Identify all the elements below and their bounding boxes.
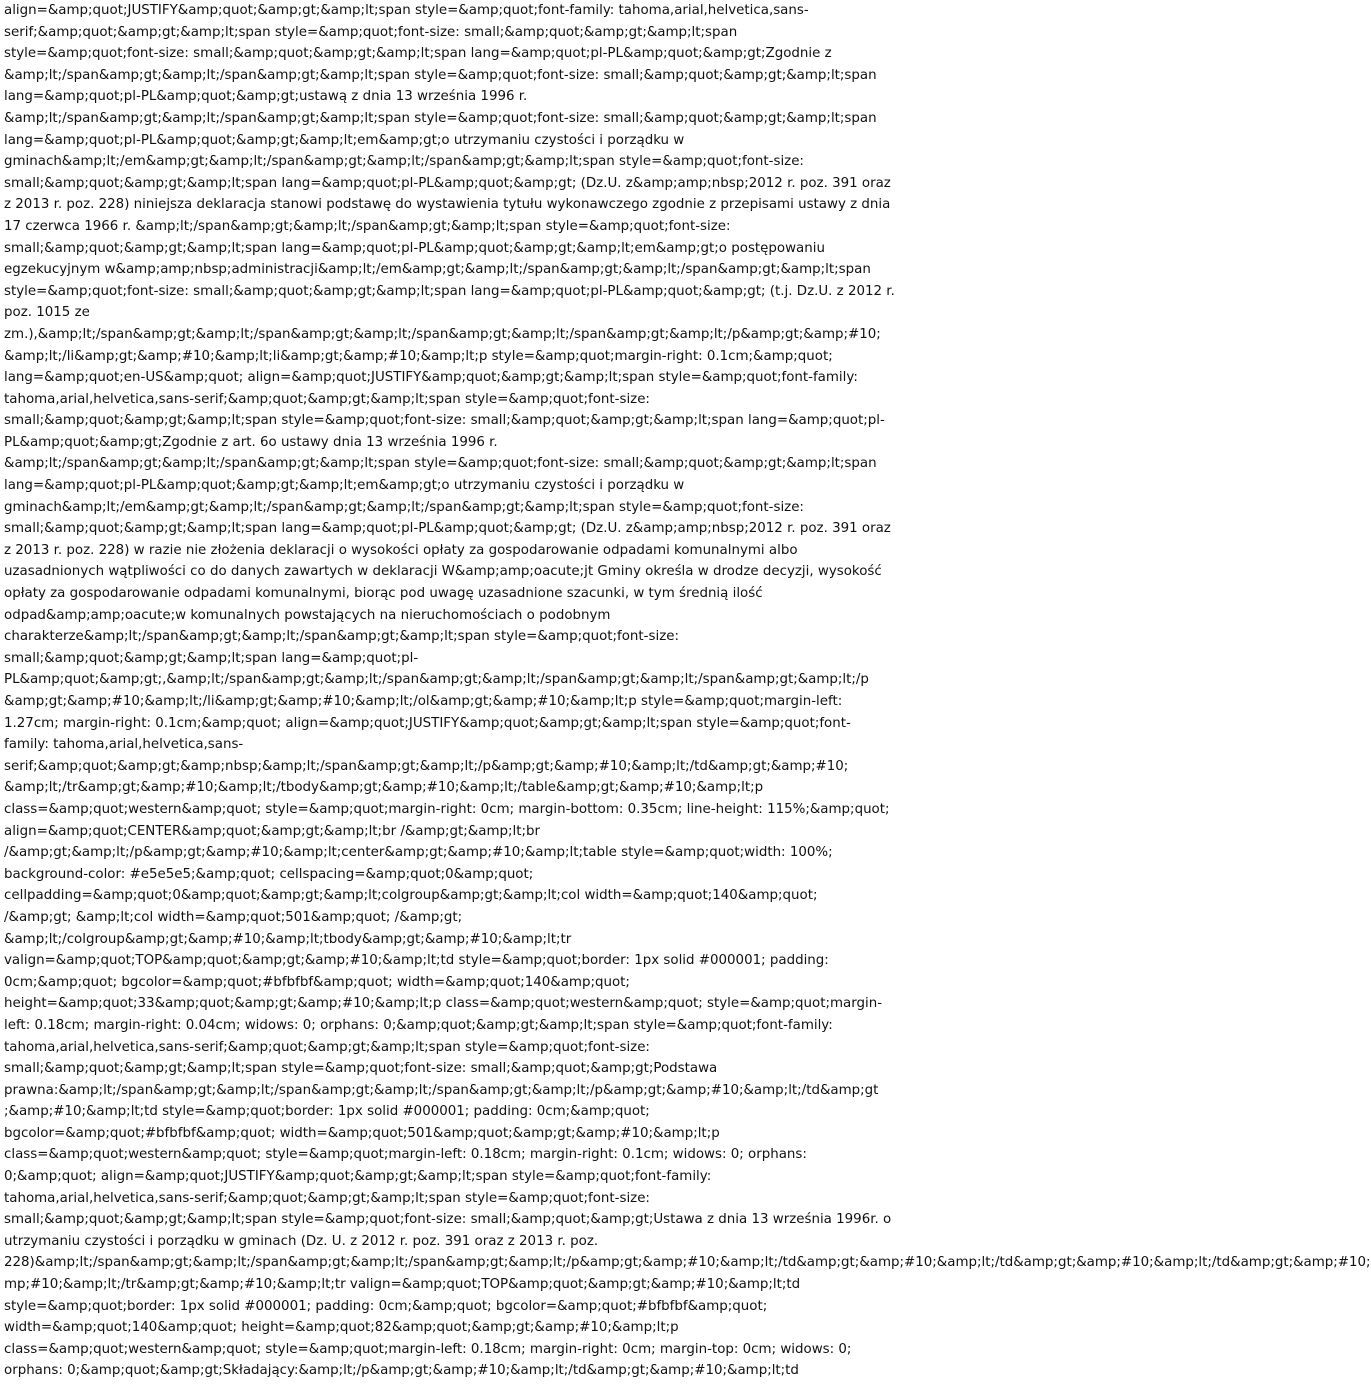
- document-text-line: small;&amp;quot;&amp;gt;&amp;lt;span lang=&amp;quot;pl-PL&amp;quot;&amp;gt; (Dz.U. z&amp;amp;nbsp;2012 r. poz. 391 oraz: [4, 175, 891, 191]
- document-text-line: small;&amp;quot;&amp;gt;&amp;lt;span style=&amp;quot;font-size: small;&amp;quot;&amp;gt;Ustawa z dnia 13 września 1996r. o: [4, 1212, 892, 1228]
- document-text-line: 0;&amp;quot; align=&amp;quot;JUSTIFY&amp;quot;&amp;gt;&amp;lt;span style=&amp;quot;font-family:: [4, 1169, 712, 1185]
- document-text-line: prawna:&amp;lt;/span&amp;gt;&amp;lt;/span&amp;gt;&amp;lt;/span&amp;gt;&amp;lt;/p&amp;gt;&amp;#10;&amp;lt;/td&amp;gt: [4, 1082, 879, 1098]
- document-text-line: small;&amp;quot;&amp;gt;&amp;lt;span style=&amp;quot;font-size: small;&amp;quot;&amp;gt;&amp;lt;span lang=&amp;quot;pl-: [4, 413, 885, 429]
- document-text-line: align=&amp;quot;JUSTIFY&amp;quot;&amp;gt;&amp;lt;span style=&amp;quot;font-family: tahoma,arial,helvetica,sans-: [4, 3, 809, 18]
- document-text-line: &amp;lt;/tr&amp;gt;&amp;#10;&amp;lt;/tbody&amp;gt;&amp;#10;&amp;lt;/table&amp;gt;&amp;#10;&amp;lt;p: [4, 780, 764, 796]
- document-text-line: serif;&amp;quot;&amp;gt;&amp;nbsp;&amp;lt;/span&amp;gt;&amp;lt;/p&amp;gt;&amp;#10;&amp;lt;/td&amp;gt;&amp;#10;: [4, 758, 849, 774]
- document-text-line: bgcolor=&amp;quot;#bfbfbf&amp;quot; width=&amp;quot;501&amp;quot;&amp;gt;&amp;#10;&amp;lt;p: [4, 1125, 720, 1141]
- document-text-line: PL&amp;quot;&amp;gt;Zgodnie z art. 6o ustawy dnia 13 września 1996 r.: [4, 434, 498, 450]
- document-text-line: mp;#10;&amp;lt;/tr&amp;gt;&amp;#10;&amp;lt;tr valign=&amp;quot;TOP&amp;quot;&amp;gt;&amp;#10;&amp;lt;td: [4, 1277, 801, 1293]
- document-text-line: width=&amp;quot;140&amp;quot; height=&amp;quot;82&amp;quot;&amp;gt;&amp;#10;&amp;lt;p: [4, 1320, 679, 1336]
- document-text-line: /&amp;gt; &amp;lt;col width=&amp;quot;501&amp;quot; /&amp;gt;: [4, 909, 463, 925]
- document-text-line: family: tahoma,arial,helvetica,sans-: [4, 737, 244, 753]
- document-text-line: PL&amp;quot;&amp;gt;,&amp;lt;/span&amp;gt;&amp;lt;/span&amp;gt;&amp;lt;/span&amp;gt;&amp;lt;/span&amp;gt;&amp;lt;/p: [4, 672, 869, 688]
- document-text-line: valign=&amp;quot;TOP&amp;quot;&amp;gt;&amp;#10;&amp;lt;td style=&amp;quot;border: 1px solid #000001; padding:: [4, 953, 829, 969]
- document-text-line: &amp;gt;&amp;#10;&amp;lt;/li&amp;gt;&amp;#10;&amp;lt;/ol&amp;gt;&amp;#10;&amp;lt;p style=&amp;quot;margin-left:: [4, 694, 843, 709]
- document-text-line: charakterze&amp;lt;/span&amp;gt;&amp;lt;/span&amp;gt;&amp;lt;span style=&amp;quot;font-size:: [4, 629, 679, 645]
- document-text-line: small;&amp;quot;&amp;gt;&amp;lt;span lang=&amp;quot;pl-PL&amp;quot;&amp;gt;&amp;lt;em&amp;gt;o postępowaniu: [4, 240, 825, 256]
- document-text-line: lang=&amp;quot;pl-PL&amp;quot;&amp;gt;&amp;lt;em&amp;gt;o utrzymaniu czystości i porządku w: [4, 478, 685, 494]
- document-text-line: lang=&amp;quot;pl-PL&amp;quot;&amp;gt;&amp;lt;em&amp;gt;o utrzymaniu czystości i porządku w: [4, 132, 685, 148]
- document-text-line: uzasadnionych wątpliwości co do danych zawartych w deklaracji W&amp;amp;oacute;jt Gminy określa w drodze decyzji, wysokość: [4, 564, 882, 580]
- document-text-line: &amp;lt;/colgroup&amp;gt;&amp;#10;&amp;lt;tbody&amp;gt;&amp;#10;&amp;lt;tr: [4, 931, 572, 947]
- document-text-line: gminach&amp;lt;/em&amp;gt;&amp;lt;/span&amp;gt;&amp;lt;/span&amp;gt;&amp;lt;span style=&amp;quot;font-size:: [4, 499, 804, 515]
- document-text-line: align=&amp;quot;CENTER&amp;quot;&amp;gt;&amp;lt;br /&amp;gt;&amp;lt;br: [4, 823, 540, 839]
- document-text-line: &amp;lt;/span&amp;gt;&amp;lt;/span&amp;gt;&amp;lt;span style=&amp;quot;font-size: small;&amp;quot;&amp;gt;&amp;lt;span: [4, 67, 877, 83]
- document-text-line: 1.27cm; margin-right: 0.1cm;&amp;quot; align=&amp;quot;JUSTIFY&amp;quot;&amp;gt;&amp;lt;span style=&amp;quot;font-: [4, 715, 851, 731]
- document-text-line: class=&amp;quot;western&amp;quot; style=&amp;quot;margin-left: 0.18cm; margin-right: 0.1cm; widows: 0; orphans:: [4, 1147, 807, 1163]
- document-text-line: zm.),&amp;lt;/span&amp;gt;&amp;lt;/span&amp;gt;&amp;lt;/span&amp;gt;&amp;lt;/span&amp;gt;&amp;lt;/p&amp;gt;&amp;#10;: [4, 326, 881, 342]
- document-text-line: opłaty za gospodarowanie odpadami komunalnymi, biorąc pod uwagę uzasadnione szacunki, w tym średnią ilość: [4, 586, 763, 602]
- document-text-line: &amp;lt;/span&amp;gt;&amp;lt;/span&amp;gt;&amp;lt;span style=&amp;quot;font-size: small;&amp;quot;&amp;gt;&amp;lt;span: [4, 110, 877, 126]
- document-text-line: lang=&amp;quot;en-US&amp;quot; align=&amp;quot;JUSTIFY&amp;quot;&amp;gt;&amp;lt;span style=&amp;quot;font-family:: [4, 370, 858, 386]
- document-text-line: style=&amp;quot;font-size: small;&amp;quot;&amp;gt;&amp;lt;span lang=&amp;quot;pl-PL&amp;quot;&amp;gt; (t.j. Dz.U. z 2012 r.: [4, 283, 895, 299]
- document-text-line: left: 0.18cm; margin-right: 0.04cm; widows: 0; orphans: 0;&amp;quot;&amp;gt;&amp;lt;span style=&amp;quot;font-family:: [4, 1017, 833, 1033]
- document-text-line: class=&amp;quot;western&amp;quot; style=&amp;quot;margin-left: 0.18cm; margin-right: 0cm; margin-top: 0cm; widows: 0;: [4, 1341, 852, 1357]
- document-text-line: orphans: 0;&amp;quot;&amp;gt;Składający:&amp;lt;/p&amp;gt;&amp;#10;&amp;lt;/td&amp;gt;&amp;#10;&amp;lt;td: [4, 1363, 799, 1379]
- document-text-line: /&amp;gt;&amp;lt;/p&amp;gt;&amp;#10;&amp;lt;center&amp;gt;&amp;#10;&amp;lt;table style=&amp;quot;width: 100%;: [4, 845, 833, 861]
- document-text-line: utrzymaniu czystości i porządku w gminach (Dz. U. z 2012 r. poz. 391 oraz z 2013 r. poz.: [4, 1233, 599, 1249]
- document-text-line: 17 czerwca 1966 r. &amp;lt;/span&amp;gt;&amp;lt;/span&amp;gt;&amp;lt;span style=&amp;quot;font-size:: [4, 218, 731, 234]
- document-text-line: serif;&amp;quot;&amp;gt;&amp;lt;span style=&amp;quot;font-size: small;&amp;quot;&amp;gt;&amp;lt;span: [4, 24, 738, 40]
- document-text-line: ;&amp;#10;&amp;lt;td style=&amp;quot;border: 1px solid #000001; padding: 0cm;&amp;quot;: [4, 1104, 650, 1120]
- document-text-line: gminach&amp;lt;/em&amp;gt;&amp;lt;/span&amp;gt;&amp;lt;/span&amp;gt;&amp;lt;span style=&amp;quot;font-size:: [4, 154, 804, 170]
- document-text-line: 228)&amp;lt;/span&amp;gt;&amp;lt;/span&amp;gt;&amp;lt;/span&amp;gt;&amp;lt;/p&amp;gt;&amp;#10;&amp;lt;/td&amp;gt;&amp;#10;&amp;lt;/td&amp;gt;&amp;#10;&amp;lt;/td&amp;gt;&amp;#10;: [4, 1255, 1371, 1271]
- document-text-line: small;&amp;quot;&amp;gt;&amp;lt;span lang=&amp;quot;pl-: [4, 650, 419, 666]
- document-text-line: 0cm;&amp;quot; bgcolor=&amp;quot;#bfbfbf&amp;quot; width=&amp;quot;140&amp;quot;: [4, 974, 630, 990]
- document-text-line: tahoma,arial,helvetica,sans-serif;&amp;quot;&amp;gt;&amp;lt;span style=&amp;quot;font-size:: [4, 1039, 650, 1055]
- document-text-line: style=&amp;quot;border: 1px solid #000001; padding: 0cm;&amp;quot; bgcolor=&amp;quot;#bfbfbf&amp;quot;: [4, 1298, 768, 1314]
- document-text-line: poz. 1015 ze: [4, 305, 90, 321]
- document-text-line: background-color: #e5e5e5;&amp;quot; cellspacing=&amp;quot;0&amp;quot;: [4, 866, 534, 882]
- document-text-line: egzekucyjnym w&amp;amp;nbsp;administracji&amp;lt;/em&amp;gt;&amp;lt;/span&amp;gt;&amp;lt;/span&amp;gt;&amp;lt;span: [4, 262, 871, 278]
- document-text-line: odpad&amp;amp;oacute;w komunalnych powstających na nieruchomościach o podobnym: [4, 607, 611, 623]
- document-text-line: lang=&amp;quot;pl-PL&amp;quot;&amp;gt;ustawą z dnia 13 września 1996 r.: [4, 89, 528, 105]
- document-text-line: style=&amp;quot;font-size: small;&amp;quot;&amp;gt;&amp;lt;span lang=&amp;quot;pl-PL&amp;quot;&amp;gt;Zgodnie z: [4, 46, 832, 62]
- document-text-line: z 2013 r. poz. 228) w razie nie złożenia deklaracji o wysokości opłaty za gospodarowanie odpadami komunalnymi albo: [4, 542, 798, 558]
- document-text-line: tahoma,arial,helvetica,sans-serif;&amp;quot;&amp;gt;&amp;lt;span style=&amp;quot;font-size:: [4, 391, 650, 407]
- document-text-line: z 2013 r. poz. 228) niniejsza deklaracja stanowi podstawę do wystawienia tytułu wykonawczego zgodnie z przepisami ustawy z dnia: [4, 197, 891, 213]
- document-text-line: cellpadding=&amp;quot;0&amp;quot;&amp;gt;&amp;lt;colgroup&amp;gt;&amp;lt;col width=&amp;quot;140&amp;quot;: [4, 888, 818, 904]
- document-text-line: height=&amp;quot;33&amp;quot;&amp;gt;&amp;#10;&amp;lt;p class=&amp;quot;western&amp;quot; style=&amp;quot;margin-: [4, 996, 883, 1012]
- document-text-line: class=&amp;quot;western&amp;quot; style=&amp;quot;margin-right: 0cm; margin-bottom: 0.35cm; line-height: 115%;&amp;quot;: [4, 801, 890, 817]
- document-text-line: small;&amp;quot;&amp;gt;&amp;lt;span style=&amp;quot;font-size: small;&amp;quot;&amp;gt;Podstawa: [4, 1061, 718, 1077]
- document-text-line: small;&amp;quot;&amp;gt;&amp;lt;span lang=&amp;quot;pl-PL&amp;quot;&amp;gt; (Dz.U. z&amp;amp;nbsp;2012 r. poz. 391 oraz: [4, 521, 891, 537]
- document-text-line: &amp;lt;/li&amp;gt;&amp;#10;&amp;lt;li&amp;gt;&amp;#10;&amp;lt;p style=&amp;quot;margin-right: 0.1cm;&amp;quot;: [4, 348, 833, 364]
- document-text-line: tahoma,arial,helvetica,sans-serif;&amp;quot;&amp;gt;&amp;lt;span style=&amp;quot;font-size:: [4, 1190, 650, 1206]
- document-text-line: &amp;lt;/span&amp;gt;&amp;lt;/span&amp;gt;&amp;lt;span style=&amp;quot;font-size: small;&amp;quot;&amp;gt;&amp;lt;span: [4, 456, 877, 472]
